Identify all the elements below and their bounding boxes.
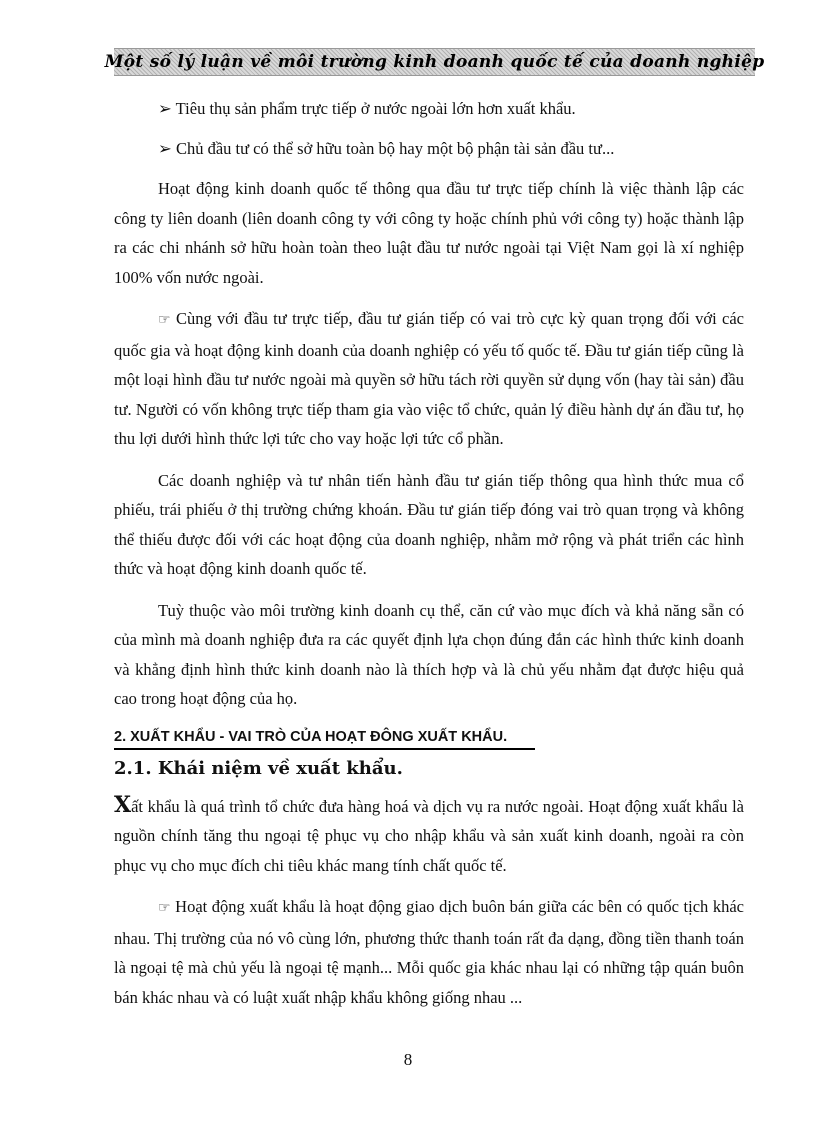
arrow-bullet-icon: ➢ bbox=[158, 139, 172, 158]
paragraph-text: ất khẩu là quá trình tổ chức đưa hàng hoá và dịch vụ ra nước ngoài. Hoạt động xuất khẩu là nguồn chính tăng thu ngoại tệ phục vụ cho nhập khẩu và sản xuất kinh doanh, ngoài ra còn phục vụ cho mục đích chi tiêu khác mang tính chất quốc tế. bbox=[114, 796, 744, 875]
page-body bbox=[114, 94, 744, 1024]
running-header bbox=[104, 48, 765, 76]
pointing-hand-icon: ☞ bbox=[158, 900, 171, 916]
drop-cap-letter: X bbox=[114, 791, 132, 818]
paragraph-export-activity bbox=[114, 892, 744, 1012]
paragraph-export-definition bbox=[114, 792, 744, 881]
paragraph-securities: Các doanh nghiệp và tư nhân tiến hành đầu tư gián tiếp thông qua hình thức mua cổ phiếu, trái phiếu ở thị trường chứng khoán. Đầu tư gián tiếp đóng vai trò quan trọng và không thể thiếu được đối với các hoạt động của doanh nghiệp, nhằm mở rộng và phát triển các hình thức và hoạt động kinh doanh quốc tế. bbox=[114, 470, 744, 578]
pointing-hand-icon: ☞ bbox=[158, 312, 171, 328]
running-header-title: Một số lý luận về môi trường kinh doanh quốc tế của doanh nghiệp bbox=[104, 52, 765, 72]
paragraph-text: Hoạt động xuất khẩu là hoạt động giao dịch buôn bán giữa các bên có quốc tịch khác nhau. Thị trường của nó vô cùng lớn, phương thức thanh toán rất đa dạng, đồng tiền thanh toán là ngoại tệ mà chủ yếu là ngoại tệ mạnh... Mỗi quốc gia khác nhau lại có những tập quán buôn bán khác nhau và có luật xuất nhập khẩu không giống nhau ... bbox=[114, 897, 744, 1007]
bullet-text: Chủ đầu tư có thể sở hữu toàn bộ hay một bộ phận tài sản đầu tư... bbox=[175, 139, 615, 158]
arrow-bullet-icon: ➢ bbox=[158, 99, 172, 118]
subsection-heading: 2.1. Khái niệm về xuất khẩu. bbox=[114, 757, 403, 779]
paragraph-indirect-investment bbox=[114, 304, 744, 454]
bullet-text: Tiêu thụ sản phẩm trực tiếp ở nước ngoài lớn hơn xuất khẩu. bbox=[175, 99, 576, 118]
bullet-item bbox=[158, 94, 744, 124]
paragraph-business-forms: Tuỳ thuộc vào môi trường kinh doanh cụ thể, căn cứ vào mục đích và khả năng sẵn có của mình mà doanh nghiệp đưa ra các quyết định lựa chọn đúng đắn các hình thức kinh doanh và khẳng định hình thức kinh doanh nào là thích hợp và là chủ yếu nhằm đạt được hiệu quả cao trong hoạt động của họ. bbox=[114, 600, 744, 708]
section-heading bbox=[114, 726, 744, 750]
paragraph-text: Cùng với đầu tư trực tiếp, đầu tư gián tiếp có vai trò cực kỳ quan trọng đối với các quốc gia và hoạt động kinh doanh của doanh nghiệp có yếu tố quốc tế. Đầu tư gián tiếp cũng là một loại hình đầu tư nước ngoài mà quyền sở hữu tách rời quyền sử dụng vốn (hay tài sản) đầu tư. Người có vốn không trực tiếp tham gia vào việc tổ chức, quản lý điều hành dự án đầu tư, họ thu lợi dưới hình thức lợi tức cho vay hoặc lợi tức cổ phần. bbox=[114, 309, 745, 448]
paragraph-direct-investment: Hoạt động kinh doanh quốc tế thông qua đầu tư trực tiếp chính là việc thành lập các công ty liên doanh (liên doanh công ty với công ty hoặc chính phủ với công ty) hoặc thành lập ra các chi nhánh sở hữu hoàn toàn theo luật đầu tư nước ngoài tại Việt Nam gọi là xí nghiệp 100% vốn nước ngoài. bbox=[114, 179, 744, 287]
page-number: 8 bbox=[403, 1050, 413, 1069]
section-heading-text: 2. XUẤT KHẨU - VAI TRÒ CỦA HOẠT ĐÔNG XUẤT KHẨU. bbox=[114, 726, 535, 750]
bullet-item bbox=[158, 134, 744, 164]
